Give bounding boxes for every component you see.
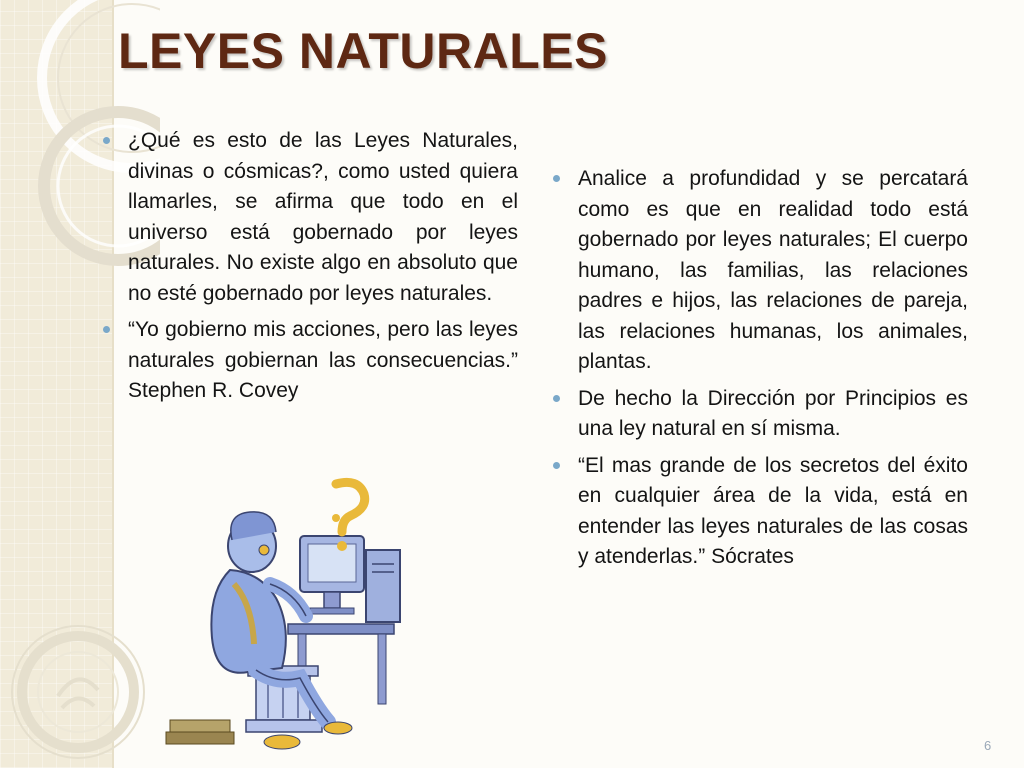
page-number: 6	[984, 738, 992, 753]
left-bullet-list	[100, 126, 518, 413]
list-item: Analice a profundidad y se percatará como es que en realidad todo está gobernado por leyes naturales; El cuerpo humano, las familias, las relaciones padres e hijos, las relaciones de pareja, las relaciones humanas, los animales, plantas.	[550, 164, 968, 378]
list-item: De hecho la Dirección por Principios es una ley natural en sí misma.	[550, 384, 968, 445]
list-item: ¿Qué es esto de las Leyes Naturales, divinas o cósmicas?, como usted quiera llamarles, se afirma que todo en el universo está gobernado por leyes naturales. No existe algo en absoluto que no esté gobernado por leyes naturales.	[100, 126, 518, 309]
thinker-at-computer-illustration	[160, 474, 420, 764]
slide-title: LEYES NATURALES	[118, 23, 608, 79]
list-item: “El mas grande de los secretos del éxito en cualquier área de la vida, está en entender las leyes naturales de las cosas y atenderlas.” Sócrates	[550, 451, 968, 573]
right-bullet-list	[550, 164, 968, 579]
list-item: “Yo gobierno mis acciones, pero las leyes naturales gobiernan las consecuencias.” Stephen R. Covey	[100, 315, 518, 407]
direccion-por-principios-logo	[8, 622, 148, 762]
